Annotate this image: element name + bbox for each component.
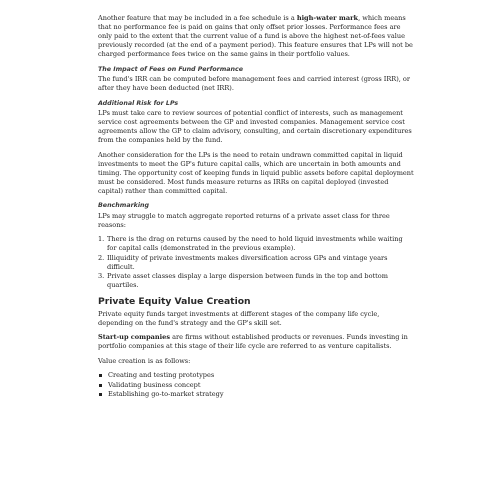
- list-item: Validating business concept: [98, 381, 414, 390]
- list-item: 3. Private asset classes display a large dispersion between funds in the top and bottom quartiles.: [98, 272, 388, 289]
- square-bullet-icon: [99, 393, 102, 396]
- list-item: Establishing go-to-market strategy: [98, 390, 414, 399]
- list-item: 2. Illiquidity of private investments makes diversification across GPs and vintage years difficult.: [98, 253, 388, 271]
- value-creation-list: [98, 371, 414, 399]
- impact-of-fees-paragraph: The fund's IRR can be computed before management fees and carried interest (gross IRR), or after they have been deducted (net IRR).: [98, 75, 411, 92]
- list-item: Creating and testing prototypes: [98, 371, 414, 380]
- pe-intro-paragraph: Private equity funds target investments at different stages of the company life cycle, depending on the fund's strategy and the GP's skill set.: [98, 309, 380, 327]
- benchmarking-heading: Benchmarking: [98, 202, 150, 209]
- document-page: [98, 14, 414, 400]
- high-water-mark-paragraph: Another feature that may be included in a fee schedule is a high-water mark, which means that no performance fee is paid on gains that only offset prior losses. Performance fees are only paid to the extent that the current value of a fund is above the highest net-of-fees value previously recorded (at the end of a payment period). This feature ensures that LPs will not be charged performance fees twice on the same gains in their portfolio values.: [98, 14, 413, 58]
- start-up-term: Start-up companies: [98, 333, 170, 341]
- conflict-of-interest-paragraph: LPs must take care to review sources of potential conflict of interests, such as management service cost agreements between the GP and invested companies. Management service cost agreements allow the GP to claim advisory, consulting, and certain discretionary expenditures from the companies held by the fund.: [98, 109, 412, 144]
- high-water-mark-term: high-water mark: [296, 14, 359, 22]
- square-bullet-icon: [99, 374, 102, 377]
- undrawn-capital-paragraph: Another consideration for the LPs is the need to retain undrawn committed capital in liquid investments to meet the GP's future capital calls, which are uncertain in both amounts and timing. The opportunity cost of keeping funds in liquid public assets before capital deployment must be considered. Most funds measure returns as IRRs on capital deployed (invested capital) rather than committed capital.: [98, 150, 414, 195]
- additional-risk-heading: Additional Risk for LPs: [98, 99, 179, 107]
- pe-value-creation-heading: Private Equity Value Creation: [98, 295, 251, 307]
- list-item: 1. There is the drag on returns caused by the need to hold liquid investments while waiting for capital calls (demonstrated in the previous example).: [98, 235, 403, 252]
- value-creation-lead: Value creation is as follows:: [98, 356, 191, 365]
- benchmarking-reasons-list: [98, 235, 414, 290]
- square-bullet-icon: [99, 384, 102, 387]
- impact-of-fees-heading: The Impact of Fees on Fund Performance: [98, 65, 244, 73]
- benchmarking-paragraph: LPs may struggle to match aggregate reported returns of a private asset class for three reasons:: [98, 211, 390, 229]
- start-up-paragraph: Start-up companies are firms without established products or revenues. Funds investing in portfolio companies at this stage of their life cycle are referred to as venture capitalists.: [98, 333, 408, 350]
